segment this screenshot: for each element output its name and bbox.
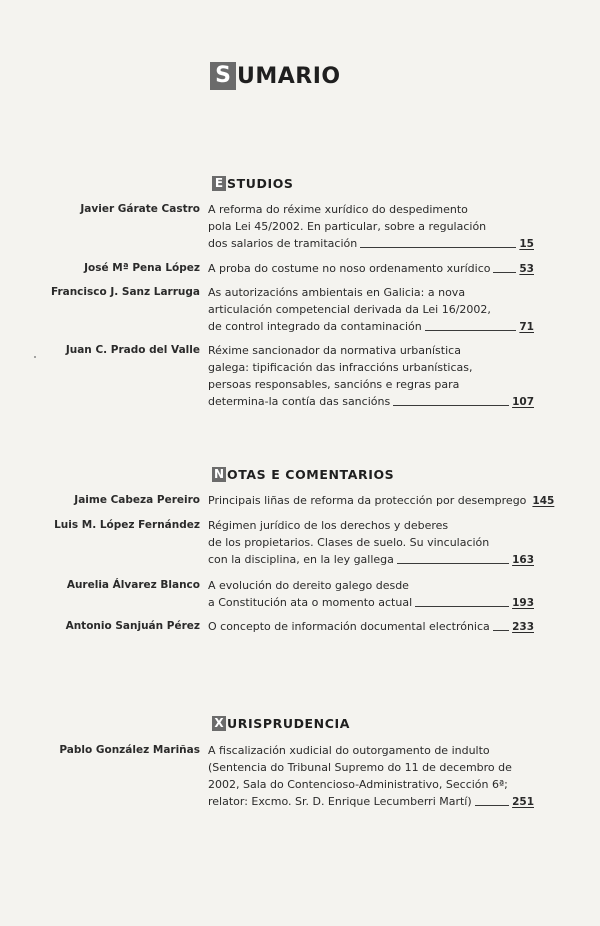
title-initial-box: S xyxy=(210,62,236,90)
entry-title xyxy=(208,260,534,277)
entry-title-line: Principais liñas de reforma da protección por desemprego xyxy=(208,494,527,507)
scan-speck xyxy=(34,356,36,358)
section-heading xyxy=(212,467,394,482)
section-heading-text: OTAS E COMENTARIOS xyxy=(227,467,395,482)
entry-title-last-line xyxy=(208,318,534,335)
entry-author: Luis M. López Fernández xyxy=(54,519,200,531)
entry-author: José Mª Pena López xyxy=(84,262,200,274)
dot-leader xyxy=(393,405,509,406)
entry-title-line: de control integrado da contaminación xyxy=(208,320,422,333)
entry-title-line: Réxime sancionador da normativa urbanística xyxy=(208,344,461,357)
section-heading xyxy=(212,716,350,731)
entry-title-last-line xyxy=(208,235,534,252)
section-heading-text: STUDIOS xyxy=(227,176,294,191)
dot-leader xyxy=(475,805,509,806)
entry-title-line: O concepto de información documental electrónica xyxy=(208,620,490,633)
entry-title-line: articulación competencial derivada da Lei 16/2002, xyxy=(208,303,491,316)
entry-title-line: galega: tipificación das infraccións urbanísticas, xyxy=(208,361,473,374)
entry-title-line: A evolución do dereito galego desde xyxy=(208,579,409,592)
entry-title xyxy=(208,201,534,252)
entry-title-last-line xyxy=(208,492,555,509)
entry-title-line: pola Lei 45/2002. En particular, sobre a regulación xyxy=(208,220,487,233)
entry-author: Javier Gárate Castro xyxy=(80,203,200,215)
page-number[interactable]: 107 xyxy=(512,396,534,408)
title-text: UMARIO xyxy=(237,63,341,89)
dot-leader xyxy=(493,630,509,631)
entry-author: Francisco J. Sanz Larruga xyxy=(50,286,200,298)
entry-title-line: Régimen jurídico de los derechos y deberes xyxy=(208,519,449,532)
entry-title-last-line xyxy=(208,260,534,277)
entry-title-line: A proba do costume no noso ordenamento xurídico xyxy=(208,262,491,275)
entry-title xyxy=(208,618,534,635)
dot-leader xyxy=(425,330,517,331)
entry-title-line: 2002, Sala do Contencioso-Administrativo, Sección 6ª; xyxy=(208,778,508,791)
entry-author: Pablo González Mariñas xyxy=(59,744,200,756)
entry-title-line: dos salarios de tramitación xyxy=(208,237,358,250)
entry-title-line: A fiscalización xudicial do outorgamento de indulto xyxy=(208,744,490,757)
entry-title xyxy=(208,492,555,509)
section-initial-box: X xyxy=(212,716,226,731)
entry-title-line: determina-la contía das sancións xyxy=(208,395,391,408)
entry-title-last-line xyxy=(208,393,534,410)
entry-title-last-line xyxy=(208,594,534,611)
entry-title-last-line xyxy=(208,551,534,568)
page-number[interactable]: 53 xyxy=(519,263,534,275)
dot-leader xyxy=(397,563,509,564)
entry-title-line: (Sentencia do Tribunal Supremo do 11 de decembro de xyxy=(208,761,512,774)
entry-title xyxy=(208,284,534,335)
entry-title-line: de los propietarios. Clases de suelo. Su vinculación xyxy=(208,536,490,549)
page-title xyxy=(210,62,341,90)
entry-title xyxy=(208,342,534,410)
entry-title xyxy=(208,517,534,568)
entry-title-line: As autorizacións ambientais en Galicia: a nova xyxy=(208,286,466,299)
entry-title-last-line xyxy=(208,618,534,635)
section-heading-text: URISPRUDENCIA xyxy=(227,716,351,731)
entry-title-line: A reforma do réxime xurídico do despedimento xyxy=(208,203,468,216)
section-initial-box: N xyxy=(213,467,225,481)
page-number[interactable]: 163 xyxy=(512,554,534,566)
entry-title-line: a Constitución ata o momento actual xyxy=(208,596,413,609)
entry-author: Juan C. Prado del Valle xyxy=(65,344,200,356)
dot-leader xyxy=(360,247,516,248)
page-number[interactable]: 233 xyxy=(512,621,534,633)
entry-author: Jaime Cabeza Pereiro xyxy=(74,494,200,506)
page-number[interactable]: 251 xyxy=(512,796,534,808)
page-number[interactable]: 145 xyxy=(532,495,555,507)
entry-title-line: persoas responsables, sancións e regras para xyxy=(208,378,460,391)
entry-author: Antonio Sanjuán Pérez xyxy=(65,620,200,632)
entry-title-line: relator: Excmo. Sr. D. Enrique Lecumberri Martí) xyxy=(208,795,472,808)
section-initial-box: E xyxy=(212,176,226,191)
dot-leader xyxy=(415,606,509,607)
page-number[interactable]: 15 xyxy=(519,238,534,250)
page-number[interactable]: 71 xyxy=(519,321,534,333)
dot-leader xyxy=(493,272,516,273)
page-number[interactable]: 193 xyxy=(512,597,534,609)
entry-author: Aurelia Álvarez Blanco xyxy=(66,579,200,591)
entry-title xyxy=(208,577,534,611)
section-heading xyxy=(212,176,294,191)
entry-title-last-line xyxy=(208,793,534,810)
entry-title-line: con la disciplina, en la ley gallega xyxy=(208,553,394,566)
entry-title xyxy=(208,742,534,810)
